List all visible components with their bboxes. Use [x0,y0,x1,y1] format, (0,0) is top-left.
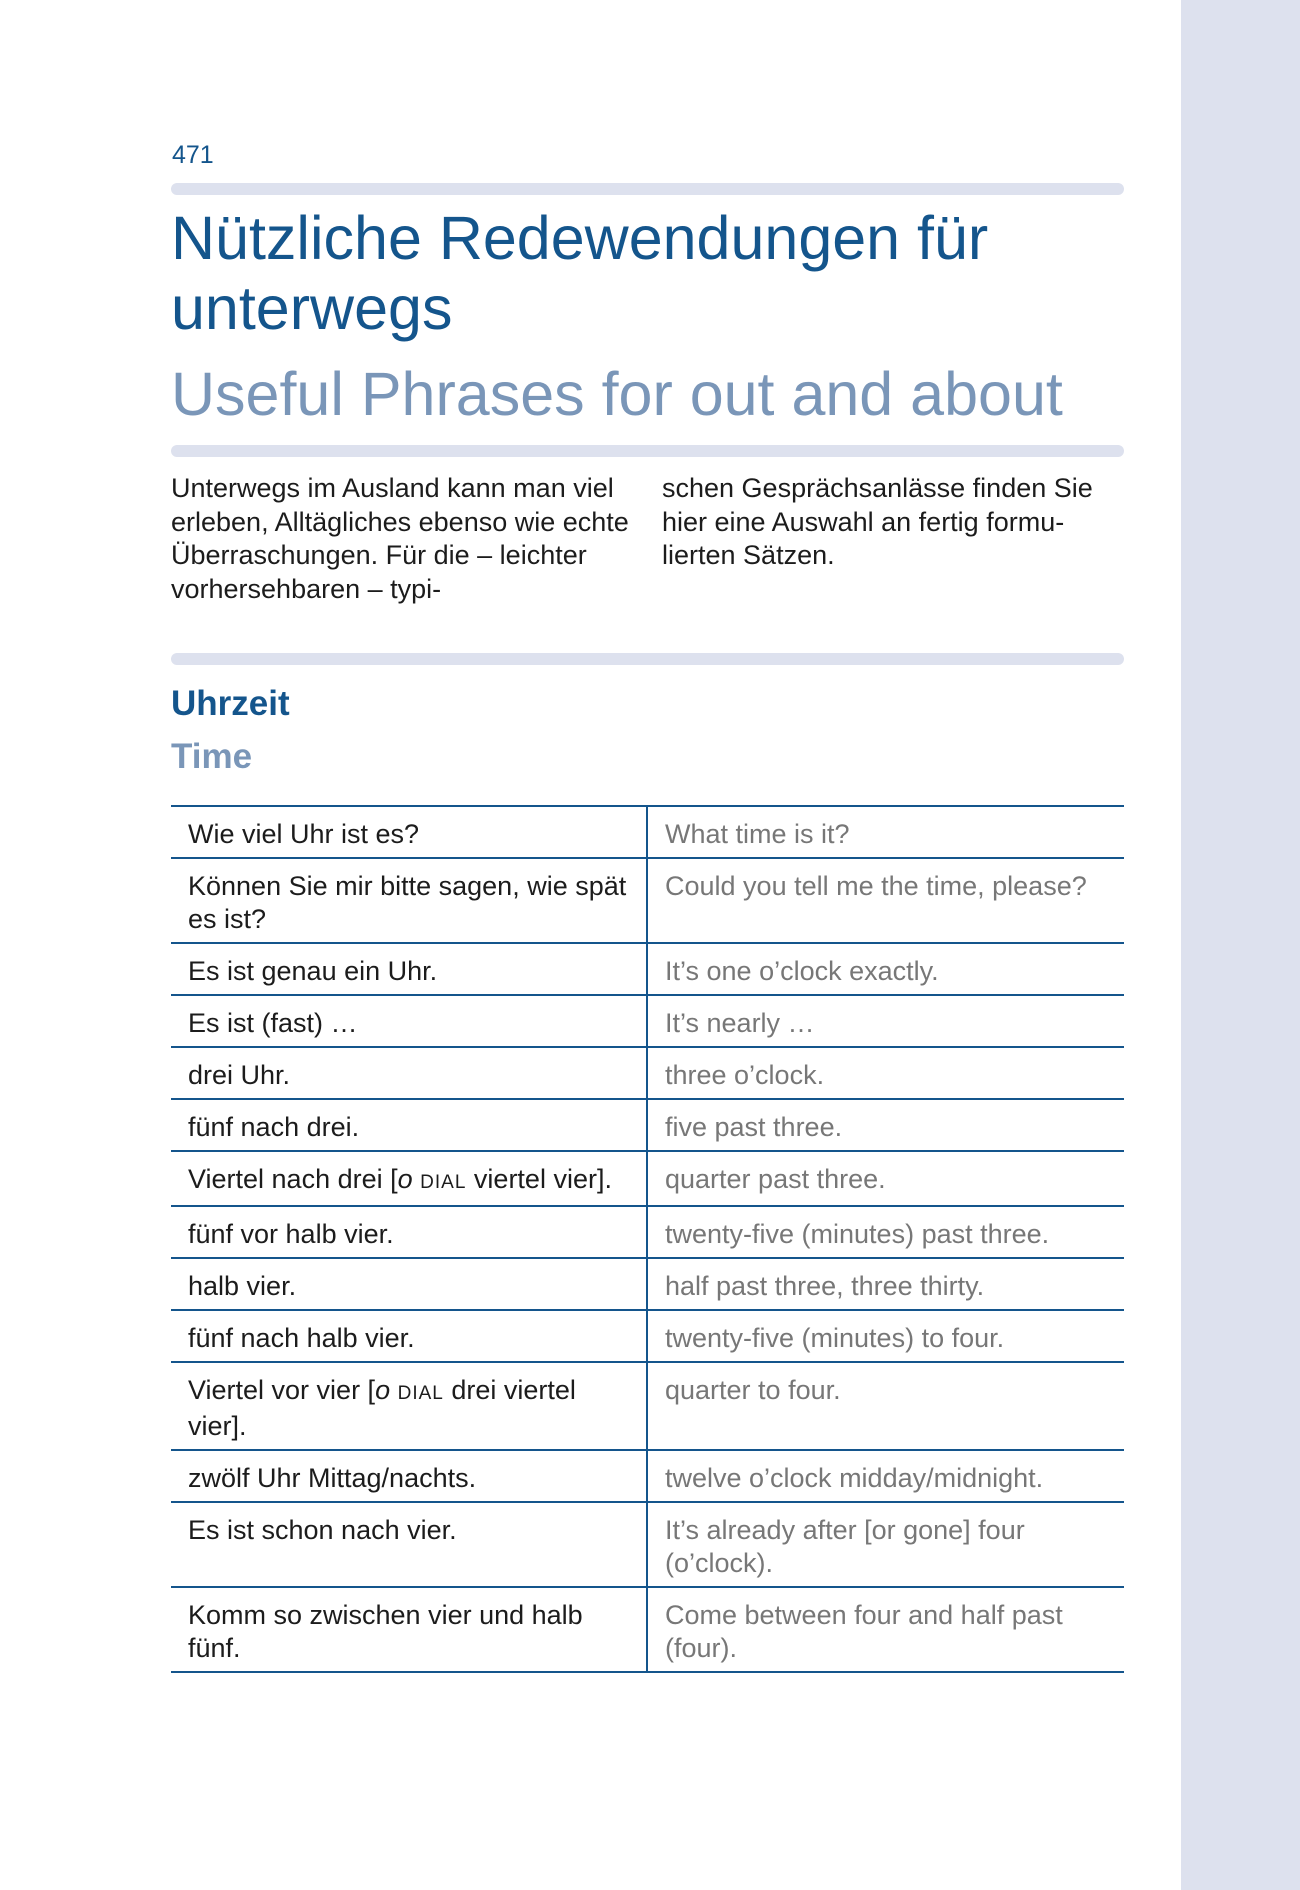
german-phrase: drei Uhr. [171,1047,647,1099]
table-row [171,1206,1124,1258]
english-phrase: Could you tell me the time, please? [647,858,1124,943]
table-row [171,943,1124,995]
english-phrase: It’s one o’clock exactly. [647,943,1124,995]
german-phrase: Es ist (fast) … [171,995,647,1047]
table-row [171,1362,1124,1450]
english-phrase: five past three. [647,1099,1124,1151]
german-phrase-text: Viertel vor vier [ [188,1375,376,1405]
intro-column-2: schen Gesprächsanlässe finden Sie hier eine Auswahl an fertig formu-lierten Sätzen. [662,473,1093,570]
table-row [171,1450,1124,1502]
german-phrase: fünf nach drei. [171,1099,647,1151]
divider-section [171,653,1124,665]
german-phrase-text: Viertel nach drei [ [188,1164,398,1194]
section-title-english: Time [171,737,253,776]
english-phrase: It’s nearly … [647,995,1124,1047]
divider-top [171,183,1124,195]
german-phrase: Wie viel Uhr ist es? [171,806,647,858]
english-phrase: twenty-five (minutes) past three. [647,1206,1124,1258]
table-row [171,1310,1124,1362]
phrase-table [171,805,1124,1673]
dialect-label: DIAL [397,1383,444,1404]
german-phrase: Es ist genau ein Uhr. [171,943,647,995]
english-phrase: twelve o’clock midday/midnight. [647,1450,1124,1502]
table-row [171,858,1124,943]
table-row [171,1099,1124,1151]
english-phrase: three o’clock. [647,1047,1124,1099]
german-phrase [171,1362,647,1450]
table-row [171,1258,1124,1310]
german-phrase: halb vier. [171,1258,647,1310]
page-title-german: Nützliche Redewendungen für unterwegs [171,204,989,342]
table-row [171,1587,1124,1672]
or-abbreviation: o [397,1164,413,1194]
german-phrase-text: viertel vier]. [466,1164,612,1194]
german-phrase: fünf nach halb vier. [171,1310,647,1362]
english-phrase: half past three, three thirty. [647,1258,1124,1310]
english-phrase: What time is it? [647,806,1124,858]
or-abbreviation: o [375,1375,391,1405]
german-phrase: Können Sie mir bitte sagen, wie spät es ist? [171,858,647,943]
table-row [171,1151,1124,1206]
english-phrase: It’s already after [or gone] four (o’clock). [647,1502,1124,1587]
table-row [171,806,1124,858]
dialect-label: DIAL [420,1172,467,1193]
german-phrase: zwölf Uhr Mittag/nachts. [171,1450,647,1502]
section-title-german: Uhrzeit [171,684,290,723]
english-phrase: twenty-five (minutes) to four. [647,1310,1124,1362]
english-phrase: Come between four and half past (four). [647,1587,1124,1672]
english-phrase: quarter past three. [647,1151,1124,1206]
german-phrase [171,1151,647,1206]
german-phrase: fünf vor halb vier. [171,1206,647,1258]
german-phrase-text: drei viertel vier]. [188,1375,576,1441]
table-row [171,995,1124,1047]
intro-column-1: Unterwegs im Ausland kann man viel erleben, Alltägliches ebenso wie echte Überraschungen. Für die – leichter vorhersehbaren – typi- [171,473,629,604]
page-number: 471 [172,141,214,169]
german-phrase: Es ist schon nach vier. [171,1502,647,1587]
table-row [171,1047,1124,1099]
german-phrase: Komm so zwischen vier und halb fünf. [171,1587,647,1672]
page-title-english: Useful Phrases for out and about [171,360,1063,428]
table-row [171,1502,1124,1587]
page-edge-strip [1181,0,1300,1890]
english-phrase: quarter to four. [647,1362,1124,1450]
divider-title [171,445,1124,457]
